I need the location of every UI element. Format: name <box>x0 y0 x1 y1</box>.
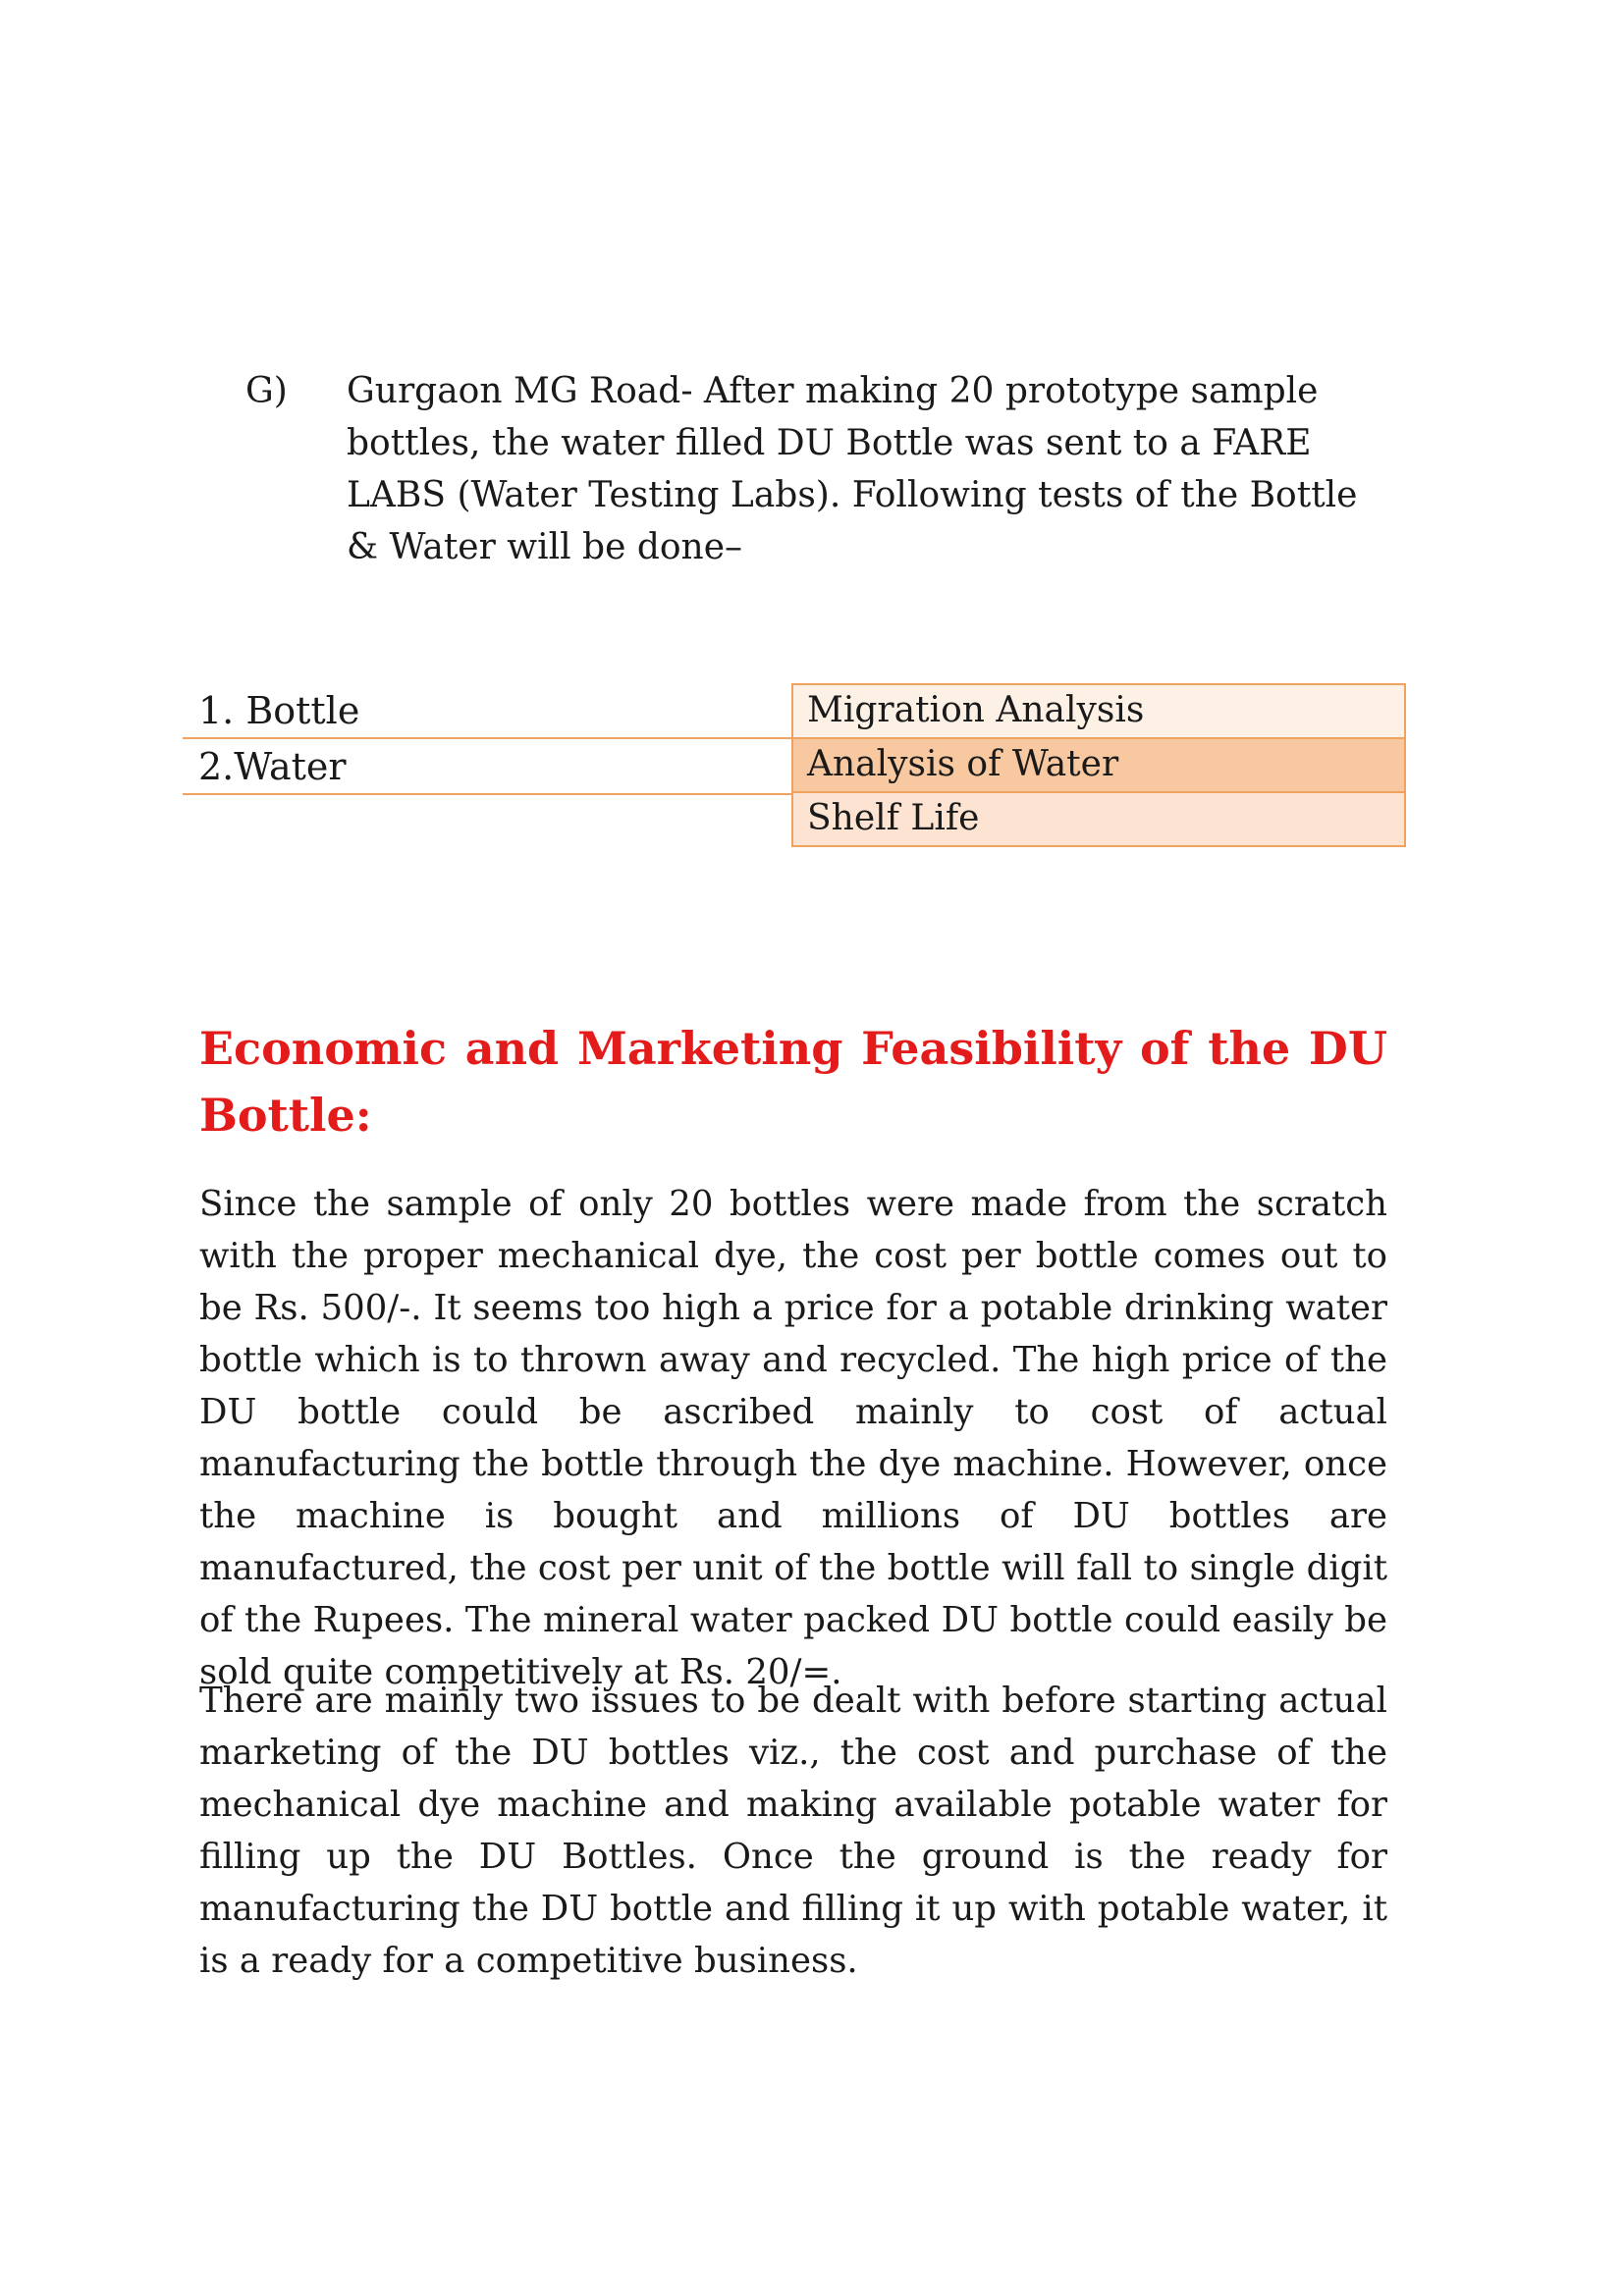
test-migration-analysis: Migration Analysis <box>793 685 1404 739</box>
test-analysis-of-water: Analysis of Water <box>793 739 1404 793</box>
paragraph-cost: Since the sample of only 20 bottles were made from the scratch with the proper mechanical dye, the cost per bottle comes out to be Rs. 500/-. It seems too high a price for a potable drinking water bottle which is to thrown away and recycled. The high price of the DU bottle could be ascribed mainly to cost of actual manufacturing the bottle through the dye machine. However, once the machine is bought and millions of DU bottles are manufactured, the cost per unit of the bottle will fall to single digit of the Rupees. The mineral water packed DU bottle could easily be sold quite competitively at Rs. 20/=. <box>199 1184 1387 1692</box>
test-shelf-life: Shelf Life <box>793 793 1404 847</box>
heading-line-1 <box>199 1015 1387 1082</box>
list-item-text: Gurgaon MG Road- After making 20 prototype sample bottles, the water filled DU Bottle was sent to a FARE LABS (Water Testing Labs). Following tests of the Bottle & Water will be done– <box>347 371 1358 567</box>
heading-word: the <box>1208 1022 1291 1075</box>
category-water: 2.Water <box>183 741 791 795</box>
test-list <box>791 683 1406 847</box>
section-heading <box>199 1015 1387 1148</box>
heading-word: and <box>464 1022 560 1075</box>
heading-word: Feasibility <box>861 1022 1122 1075</box>
heading-word: of <box>1140 1022 1190 1075</box>
test-categories <box>183 683 791 795</box>
heading-word: Marketing <box>576 1022 843 1075</box>
tests-table <box>183 683 1406 845</box>
paragraph-issues: There are mainly two issues to be dealt with before starting actual marketing of the DU bottles viz., the cost and purchase of the mechanical dye machine and making available potable water for filling up the DU Bottles. Once the ground is the ready for manufacturing the DU bottle and filling it up with potable water, it is a ready for a competitive business. <box>199 1681 1387 1981</box>
category-bottle: 1. Bottle <box>183 685 791 739</box>
heading-word: DU <box>1308 1022 1387 1075</box>
list-marker: G) <box>245 371 288 411</box>
heading-line-2: Bottle: <box>199 1089 372 1142</box>
heading-word: Economic <box>199 1022 448 1075</box>
